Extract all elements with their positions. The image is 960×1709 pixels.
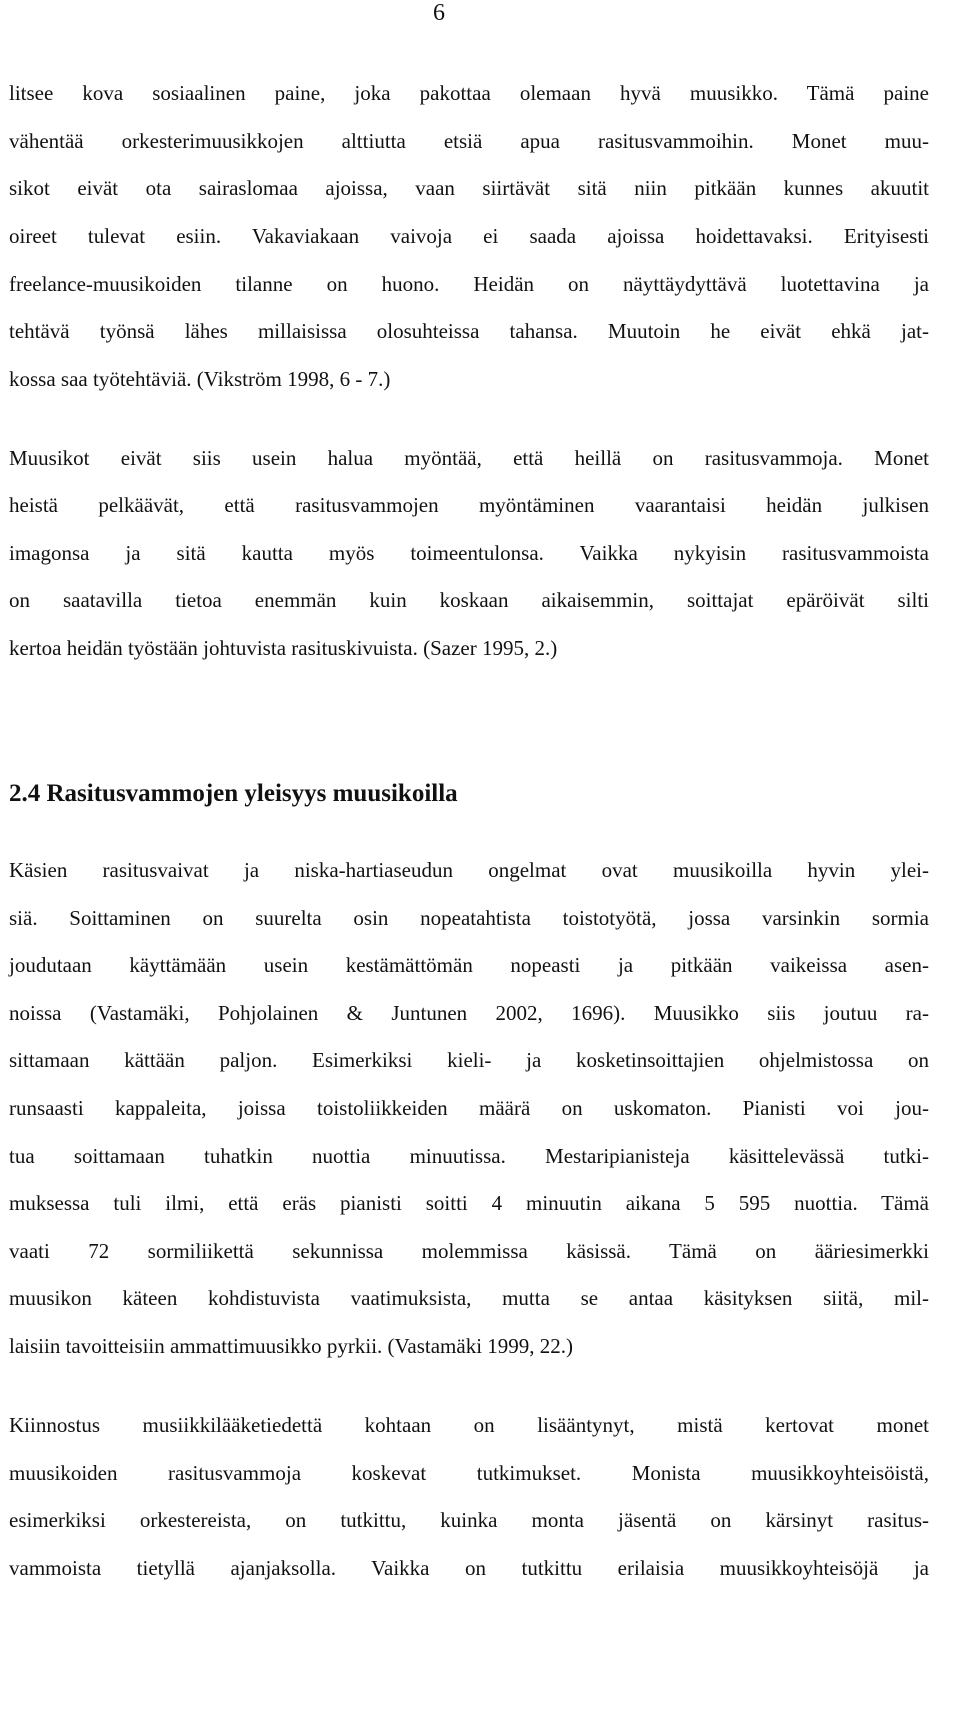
text-line: siä. Soittaminen on suurelta osin nopeatahtista toistotyötä, jossa varsinkin sormia — [9, 906, 929, 930]
text-line: joudutaan käyttämään usein kestämättömän nopeasti ja pitkään vaikeissa asen- — [9, 953, 929, 977]
text-line: vähentää orkesterimuusikkojen alttiutta etsiä apua rasitusvammoihin. Monet muu- — [9, 129, 929, 153]
page-number: 6 — [433, 0, 445, 26]
text-line: muusikon käteen kohdistuvista vaatimuksista, mutta se antaa käsityksen siitä, mil- — [9, 1286, 929, 1310]
text-line: oireet tulevat esiin. Vakaviakaan vaivoja ei saada ajoissa hoidettavaksi. Erityisesti — [9, 224, 929, 248]
text-line: vaati 72 sormiliikettä sekunnissa molemmissa käsissä. Tämä on ääriesimerkki — [9, 1239, 929, 1263]
text-line: heistä pelkäävät, että rasitusvammojen myöntäminen vaarantaisi heidän julkisen — [9, 493, 929, 517]
text-line: imagonsa ja sitä kautta myös toimeentulonsa. Vaikka nykyisin rasitusvammoista — [9, 541, 929, 565]
text-line: sittamaan kättään paljon. Esimerkiksi kieli- ja kosketinsoittajien ohjelmistossa on — [9, 1048, 929, 1072]
text-line: vammoista tietyllä ajanjaksolla. Vaikka on tutkittu erilaisia muusikkoyhteisöjä ja — [9, 1556, 929, 1580]
text-line: Muusikot eivät siis usein halua myöntää, että heillä on rasitusvammoja. Monet — [9, 446, 929, 470]
text-line: Kiinnostus musiikkilääketiedettä kohtaan on lisääntynyt, mistä kertovat monet — [9, 1413, 929, 1437]
text-line: kossa saa työtehtäviä. (Vikström 1998, 6 - 7.) — [9, 367, 391, 391]
section-heading: 2.4 Rasitusvammojen yleisyys muusikoilla — [9, 780, 458, 807]
text-line: tehtävä työnsä lähes millaisissa olosuhteissa tahansa. Muutoin he eivät ehkä jat- — [9, 319, 929, 343]
text-line: Käsien rasitusvaivat ja niska-hartiaseudun ongelmat ovat muusikoilla hyvin ylei- — [9, 858, 929, 882]
text-line: laisiin tavoitteisiin ammattimuusikko pyrkii. (Vastamäki 1999, 22.) — [9, 1334, 574, 1358]
text-line: noissa (Vastamäki, Pohjolainen & Juntunen 2002, 1696). Muusikko siis joutuu ra- — [9, 1001, 929, 1025]
text-line: freelance-muusikoiden tilanne on huono. Heidän on näyttäydyttävä luotettavina ja — [9, 272, 929, 296]
text-line: esimerkiksi orkestereista, on tutkittu, kuinka monta jäsentä on kärsinyt rasitus- — [9, 1508, 929, 1532]
text-line: sikot eivät ota sairaslomaa ajoissa, vaan siirtävät sitä niin pitkään kunnes akuutit — [9, 176, 929, 200]
text-line: muksessa tuli ilmi, että eräs pianisti soitti 4 minuutin aikana 5 595 nuottia. Tämä — [9, 1191, 929, 1215]
text-line: kertoa heidän työstään johtuvista rasituskivuista. (Sazer 1995, 2.) — [9, 636, 558, 660]
text-line: on saatavilla tietoa enemmän kuin koskaan aikaisemmin, soittajat epäröivät silti — [9, 588, 929, 612]
text-line: runsaasti kappaleita, joissa toistoliikkeiden määrä on uskomaton. Pianisti voi jou- — [9, 1096, 929, 1120]
text-line: tua soittamaan tuhatkin nuottia minuutissa. Mestaripianisteja käsittelevässä tutki- — [9, 1144, 929, 1168]
text-line: litsee kova sosiaalinen paine, joka pakottaa olemaan hyvä muusikko. Tämä paine — [9, 81, 929, 105]
text-line: muusikoiden rasitusvammoja koskevat tutkimukset. Monista muusikkoyhteisöistä, — [9, 1461, 929, 1485]
